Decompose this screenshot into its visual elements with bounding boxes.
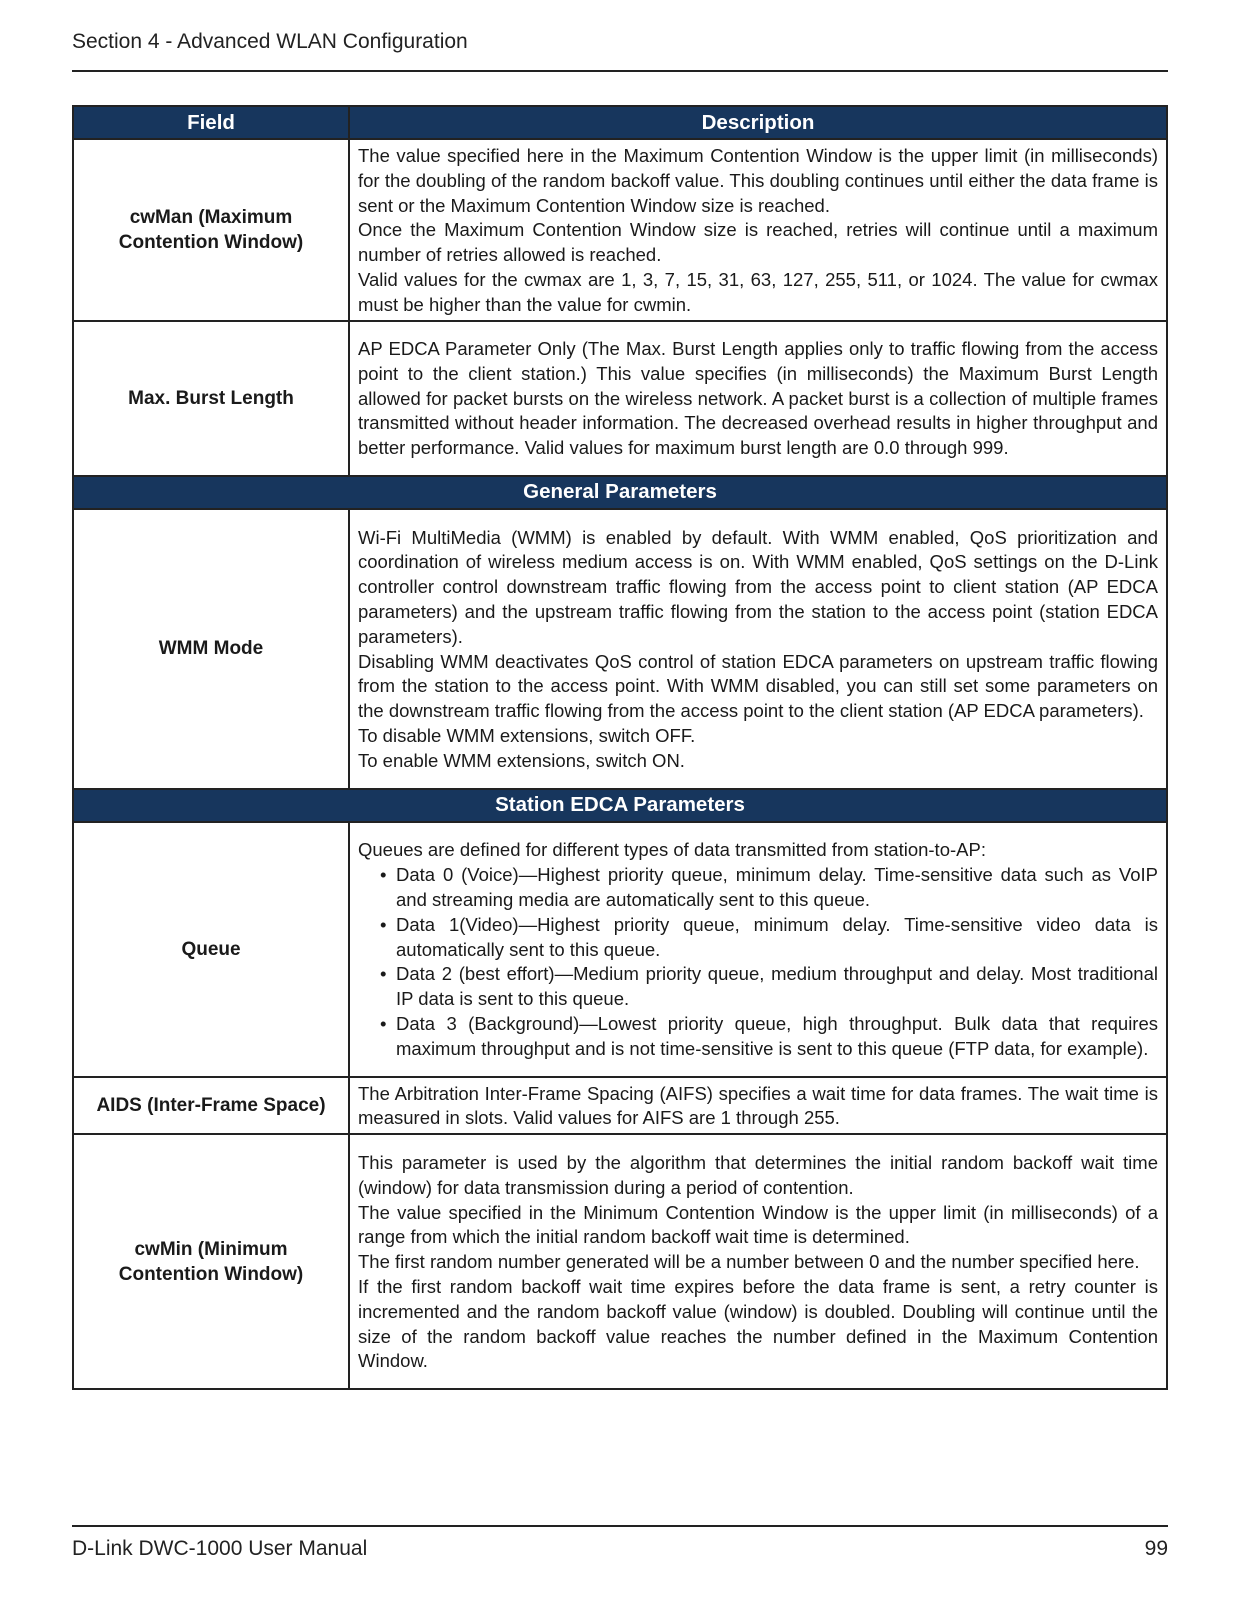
description-wmm-mode bbox=[349, 509, 1167, 789]
list-item bbox=[380, 962, 1158, 1012]
field-label-line: cwMin (Minimum bbox=[134, 1238, 288, 1260]
list-item-text: Data 3 (Background)—Lowest priority queue, high throughput. Bulk data that requires maximum throughput and is not time-sensitive is sent to this queue (FTP data, for example). bbox=[396, 1013, 1158, 1059]
table-row bbox=[73, 822, 1167, 1077]
description-paragraph: Queues are defined for different types of data transmitted from station-to-AP: bbox=[358, 839, 986, 861]
bullet: • bbox=[380, 864, 387, 886]
field-cwmin bbox=[73, 1134, 349, 1389]
field-max-burst-length bbox=[73, 321, 349, 476]
description-paragraph: Valid values for the cwmax are 1, 3, 7, 15, 31, 63, 127, 255, 511, or 1024. The value for cwmax must be higher than the value for cwmin. bbox=[358, 268, 1158, 315]
field-label-line: Queue bbox=[181, 938, 241, 960]
description-paragraph: The value specified in the Minimum Contention Window is the upper limit (in milliseconds) of a range from which the initial random backoff wait time is determined. bbox=[358, 1201, 1158, 1248]
field-label-line: Contention Window) bbox=[118, 231, 304, 253]
section-title: Section 4 - Advanced WLAN Configuration bbox=[72, 30, 468, 53]
parameters-table bbox=[72, 105, 1168, 1390]
table-row bbox=[73, 321, 1167, 476]
description-cwmin bbox=[349, 1134, 1167, 1389]
description-queue bbox=[349, 822, 1167, 1077]
description-paragraph: Disabling WMM deactivates QoS control of station EDCA parameters on upstream traffic flowing from the station to the access point. With WMM disabled, you can still set some parameters on the downstream traffic flowing from the access point to the client station (AP EDCA parameters). bbox=[358, 650, 1158, 722]
description-max-burst-length bbox=[349, 321, 1167, 476]
description-paragraph: To disable WMM extensions, switch OFF. bbox=[358, 724, 696, 746]
description-paragraph: This parameter is used by the algorithm that determines the initial random backoff wait time (window) for data transmission during a period of contention. bbox=[358, 1152, 1158, 1198]
field-label-line: cwMan (Maximum bbox=[129, 206, 293, 228]
list-item-text: Data 0 (Voice)—Highest priority queue, minimum delay. Time-sensitive data such as VoIP and streaming media are automatically sent to this queue. bbox=[396, 864, 1158, 911]
table-header-row bbox=[73, 106, 1167, 139]
description-cwman bbox=[349, 139, 1167, 321]
section-row-general-parameters bbox=[73, 476, 1167, 509]
list-item-text: Data 1(Video)—Highest priority queue, minimum delay. Time-sensitive video data is automatically sent to this queue. bbox=[396, 913, 1158, 960]
field-aids bbox=[73, 1077, 349, 1135]
description-paragraph: The first random number generated will be a number between 0 and the number specified here. bbox=[358, 1251, 1140, 1273]
header-divider bbox=[72, 70, 1168, 72]
field-queue bbox=[73, 822, 349, 1077]
list-item bbox=[380, 863, 1158, 913]
list-item bbox=[380, 1012, 1158, 1062]
field-cwman bbox=[73, 139, 349, 321]
field-label-line: Contention Window) bbox=[118, 1263, 304, 1285]
column-header-field: Field bbox=[73, 106, 349, 139]
manual-title: D-Link DWC-1000 User Manual bbox=[72, 1537, 368, 1560]
description-paragraph: Wi-Fi MultiMedia (WMM) is enabled by default. With WMM enabled, QoS prioritization and coordination of wireless medium access is on. With WMM enabled, QoS settings on the D-Link controller control downstream traffic flowing from the access point to client station (AP EDCA parameters) and the upstream traffic flowing from the station to the access point (station EDCA parameters). bbox=[358, 526, 1158, 647]
list-item bbox=[380, 913, 1158, 963]
section-row-station-edca-parameters bbox=[73, 789, 1167, 822]
description-paragraph: Once the Maximum Contention Window size is reached, retries will continue until a maximum number of retries allowed is reached. bbox=[358, 219, 1158, 266]
field-wmm-mode bbox=[73, 509, 349, 789]
table-row bbox=[73, 509, 1167, 789]
field-label-line: AIDS (Inter-Frame Space) bbox=[96, 1094, 326, 1116]
footer-divider bbox=[72, 1525, 1168, 1527]
section-heading-station-edca-parameters: Station EDCA Parameters bbox=[73, 789, 1167, 822]
table-row bbox=[73, 139, 1167, 321]
bullet: • bbox=[380, 1013, 387, 1035]
table-row bbox=[73, 1077, 1167, 1135]
field-label-line: WMM Mode bbox=[158, 638, 264, 660]
description-paragraph: AP EDCA Parameter Only (The Max. Burst Length applies only to traffic flowing from the access point to the client station.) This value specifies (in milliseconds) the Maximum Burst Length allowed for packet bursts on the wireless network. A packet burst is a collection of multiple frames transmitted without header information. The decreased overhead results in higher throughput and better performance. Valid values for maximum burst length are 0.0 through 999. bbox=[358, 338, 1158, 459]
description-paragraph: The value specified here in the Maximum Contention Window is the upper limit (in milliseconds) for the doubling of the random backoff value. This doubling continues until either the data frame is sent or the Maximum Contention Window size is reached. bbox=[358, 145, 1158, 216]
bullet: • bbox=[380, 963, 387, 985]
page-number: 99 bbox=[1144, 1537, 1168, 1560]
queue-list bbox=[358, 863, 1158, 1061]
description-paragraph: The Arbitration Inter-Frame Spacing (AIFS) specifies a wait time for data frames. The wait time is measured in slots. Valid values for AIFS are 1 through 255. bbox=[358, 1082, 1158, 1129]
list-item-text: Data 2 (best effort)—Medium priority queue, medium throughput and delay. Most traditional IP data is sent to this queue. bbox=[396, 963, 1158, 1010]
bullet: • bbox=[380, 913, 387, 935]
table-row bbox=[73, 1134, 1167, 1389]
description-aids bbox=[349, 1077, 1167, 1135]
description-paragraph: To enable WMM extensions, switch ON. bbox=[358, 749, 685, 771]
section-heading-general-parameters: General Parameters bbox=[73, 476, 1167, 509]
description-paragraph: If the first random backoff wait time expires before the data frame is sent, a retry counter is incremented and the random backoff value (window) is doubled. Doubling will continue until the size of the random backoff value reaches the number defined in the Maximum Contention Window. bbox=[358, 1276, 1158, 1372]
field-label-line: Max. Burst Length bbox=[128, 387, 294, 409]
column-header-description: Description bbox=[349, 106, 1167, 139]
